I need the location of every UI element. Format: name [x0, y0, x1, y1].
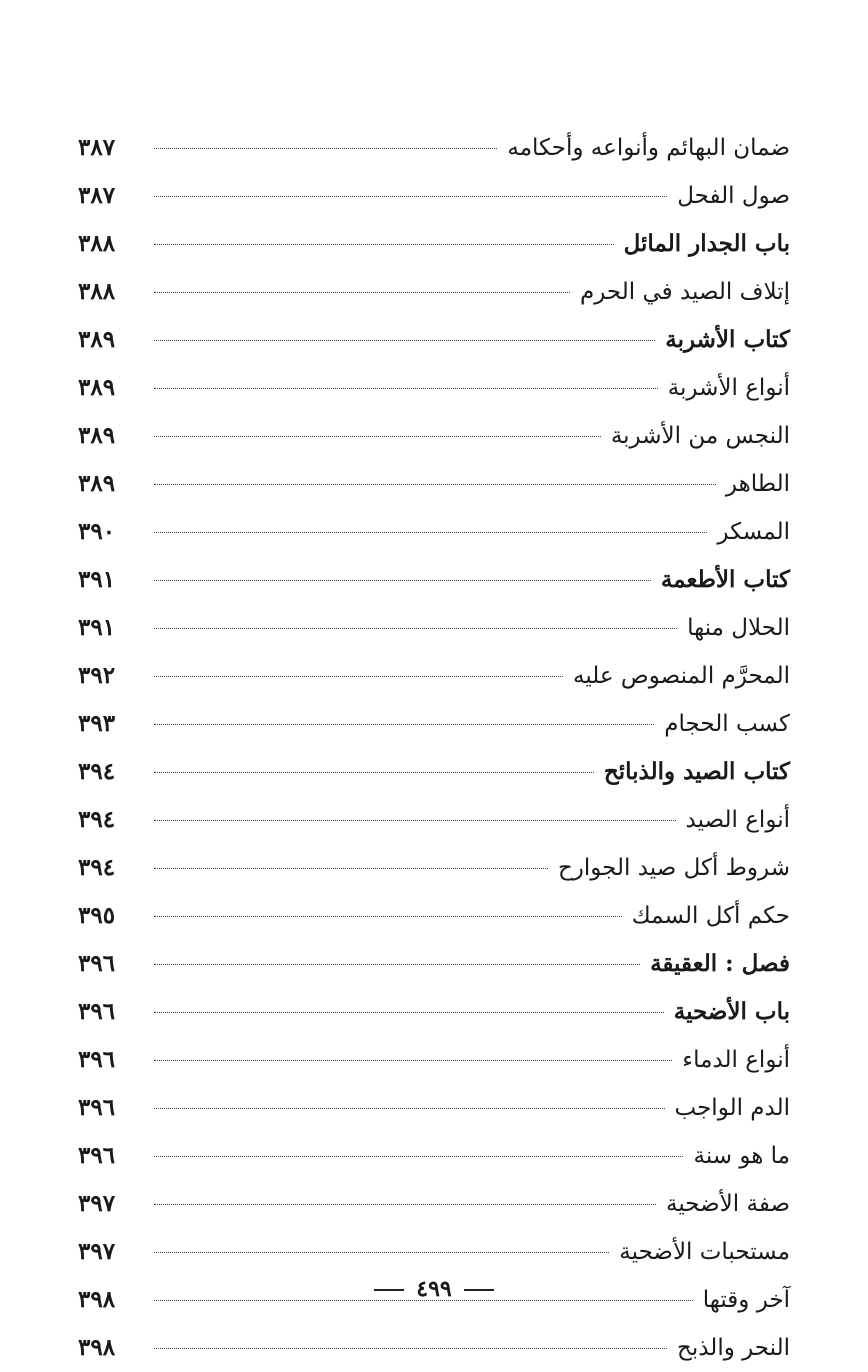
toc-entry-title: ضمان البهائم وأنواعه وأحكامه: [507, 135, 790, 161]
toc-entry-title: أنواع الأشربة: [667, 375, 790, 401]
toc-entry: [78, 988, 790, 1036]
toc-page-number: ٣٩٨: [78, 1286, 116, 1313]
dot-leader: [154, 1060, 672, 1061]
toc-entry-title: شروط أكل صيد الجوارح: [557, 855, 790, 881]
toc-entry-title: أنواع الصيد: [685, 807, 790, 833]
dot-leader: [154, 388, 658, 389]
dot-leader: [154, 244, 614, 245]
page-footer: [0, 1276, 868, 1302]
toc-page-number: ٣٩١: [78, 614, 116, 641]
toc-entry: [78, 172, 790, 220]
toc-page-number: ٣٨٩: [78, 374, 116, 401]
toc-page-number: ٣٩٦: [78, 1094, 116, 1121]
dot-leader: [154, 436, 601, 437]
footer-dash-left: [374, 1289, 404, 1291]
toc-entry: [78, 844, 790, 892]
toc-section-heading: كتاب الأشربة: [665, 326, 790, 353]
toc-entry-title: المحرَّم المنصوص عليه: [573, 663, 790, 689]
toc-page-number: ٣٩٠: [78, 518, 116, 545]
toc-page-number: ٣٩١: [78, 566, 116, 593]
toc-page-number: ٣٩٢: [78, 662, 116, 689]
toc-entry-title: أنواع الدماء: [682, 1047, 790, 1073]
toc-entry-title: آخر وقتها: [702, 1287, 790, 1313]
toc-entry-title: النجس من الأشربة: [610, 423, 790, 449]
toc-entry-title: الحلال منها: [687, 615, 790, 641]
toc-entry: [78, 316, 790, 364]
dot-leader: [154, 292, 570, 293]
toc-page-number: ٣٨٨: [78, 278, 116, 305]
toc-page-number: ٣٩٦: [78, 1046, 116, 1073]
toc-entry: [78, 508, 790, 556]
dot-leader: [154, 1252, 609, 1253]
toc-entry: [78, 940, 790, 988]
toc-page-number: ٣٩٤: [78, 758, 116, 785]
toc-section-heading: كتاب الأطعمة: [660, 566, 790, 593]
toc-section-heading: باب الجدار المائل: [623, 230, 790, 257]
dot-leader: [154, 1156, 683, 1157]
dot-leader: [154, 1204, 656, 1205]
toc-section-heading: باب الأضحية: [673, 998, 790, 1025]
dot-leader: [154, 628, 677, 629]
dot-leader: [154, 580, 651, 581]
toc-entry-title: الدم الواجب: [674, 1095, 790, 1121]
dot-leader: [154, 964, 640, 965]
toc-entry-title: كسب الحجام: [664, 711, 790, 737]
toc-section-heading: كتاب الصيد والذبائح: [603, 758, 790, 785]
dot-leader: [154, 868, 548, 869]
toc-page-number: ٣٩٦: [78, 950, 116, 977]
dot-leader: [154, 820, 676, 821]
toc-entry: [78, 892, 790, 940]
toc-entry-title: صول الفحل: [677, 183, 790, 209]
toc-entry: [78, 1324, 790, 1372]
dot-leader: [154, 148, 497, 149]
toc-page-number: ٣٨٩: [78, 470, 116, 497]
toc-page-number: ٣٩٦: [78, 1142, 116, 1169]
toc-entry: [78, 556, 790, 604]
toc-page-number: ٣٨٩: [78, 326, 116, 353]
toc-entry: [78, 268, 790, 316]
toc-entry: [78, 1228, 790, 1276]
toc-entry-title: الطاهر: [725, 471, 790, 497]
toc-entry-title: صفة الأضحية: [666, 1191, 790, 1217]
toc-entry: [78, 700, 790, 748]
toc-entry: [78, 460, 790, 508]
toc-page-number: ٣٩٣: [78, 710, 116, 737]
toc-page-number: ٣٩٦: [78, 998, 116, 1025]
dot-leader: [154, 1108, 665, 1109]
toc-entry-title: المسكر: [717, 519, 790, 545]
footer-dash-right: [464, 1289, 494, 1291]
toc-section-heading: فصل : العقيقة: [650, 950, 790, 977]
toc-page-number: ٣٩٧: [78, 1190, 116, 1217]
toc-entry-title: إتلاف الصيد في الحرم: [580, 279, 790, 305]
dot-leader: [154, 196, 667, 197]
dot-leader: [154, 916, 622, 917]
toc-entry-title: النحر والذبح: [676, 1335, 790, 1361]
toc-entry: [78, 220, 790, 268]
toc-page-number: ٣٩٧: [78, 1238, 116, 1265]
dot-leader: [154, 340, 655, 341]
toc-entry: [78, 124, 790, 172]
toc-page-number: ٣٩٤: [78, 806, 116, 833]
toc-entry: [78, 1084, 790, 1132]
table-of-contents: [78, 124, 790, 1372]
toc-page-number: ٣٩٨: [78, 1334, 116, 1361]
toc-entry: [78, 1132, 790, 1180]
toc-page-number: ٣٨٧: [78, 182, 116, 209]
toc-entry: [78, 412, 790, 460]
dot-leader: [154, 532, 707, 533]
toc-page-number: ٣٨٨: [78, 230, 116, 257]
toc-entry-title: حكم أكل السمك: [631, 903, 790, 929]
dot-leader: [154, 676, 563, 677]
toc-page-number: ٣٨٧: [78, 134, 116, 161]
toc-entry: [78, 796, 790, 844]
toc-entry-title: ما هو سنة: [693, 1143, 790, 1169]
toc-entry: [78, 364, 790, 412]
dot-leader: [154, 1012, 664, 1013]
dot-leader: [154, 724, 654, 725]
dot-leader: [154, 484, 716, 485]
toc-entry-title: مستحبات الأضحية: [619, 1239, 790, 1265]
toc-entry: [78, 1036, 790, 1084]
dot-leader: [154, 1348, 667, 1349]
toc-page-number: ٣٩٥: [78, 902, 116, 929]
dot-leader: [154, 772, 594, 773]
toc-page-number: ٣٨٩: [78, 422, 116, 449]
toc-entry: [78, 1180, 790, 1228]
toc-entry: [78, 652, 790, 700]
toc-entry: [78, 604, 790, 652]
toc-entry: [78, 748, 790, 796]
footer-page-number: ٤٩٩: [416, 1276, 452, 1302]
toc-page-number: ٣٩٤: [78, 854, 116, 881]
